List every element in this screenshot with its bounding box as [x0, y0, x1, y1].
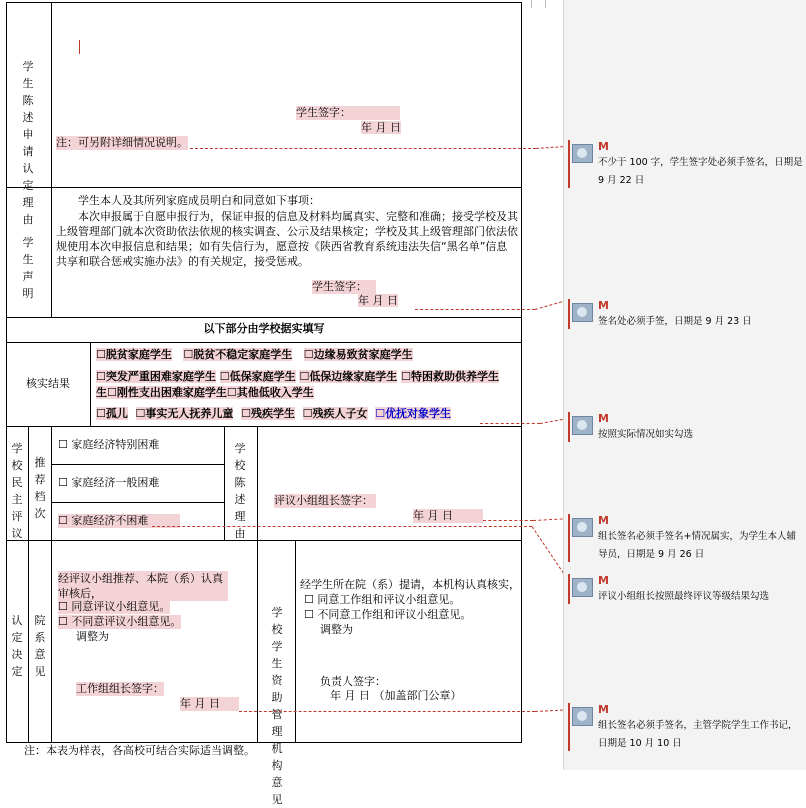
table-footnote: 注：本表为样表，各高校可结合实际适当调整。: [24, 744, 255, 757]
dept-option-disagree[interactable]: ☐ 不同意评议小组意见。: [58, 615, 182, 628]
comment-accent-bar: [568, 299, 570, 329]
comment-author: M: [598, 412, 609, 425]
col-divider: [28, 426, 29, 742]
comment-connector: [239, 711, 535, 712]
office-option-disagree[interactable]: ☐ 不同意工作组和评议小组意见。: [304, 608, 472, 621]
comment-card[interactable]: [568, 703, 803, 753]
comment-accent-bar: [568, 514, 570, 562]
comment-text: 组长签名必须手签名+情况属实，为学生本人辅导员，日期是 9 月 26 日: [598, 531, 796, 560]
checkbox-option[interactable]: ☐低保边缘家庭学生: [299, 370, 398, 383]
grade-divider: [51, 502, 225, 503]
table-border-bottom: [6, 742, 522, 743]
comment-card[interactable]: [568, 412, 803, 444]
verification-row2b: [96, 386, 314, 400]
declaration-date: 年 月 日: [358, 294, 398, 307]
avatar-icon: [572, 518, 593, 537]
declaration-section-label: 学生声明: [22, 236, 34, 300]
comment-card[interactable]: [568, 140, 803, 190]
dept-adjust: 调整为: [76, 630, 109, 643]
col-divider: [90, 342, 91, 426]
avatar-icon: [572, 144, 593, 163]
grade-option-not-difficult[interactable]: ☐ 家庭经济不困难: [58, 514, 180, 528]
comment-connector: [152, 526, 532, 527]
table-border-right: [521, 2, 522, 742]
dept-date: 年 月 日: [180, 697, 239, 711]
row-divider: [6, 187, 522, 188]
comment-author: M: [598, 574, 609, 587]
review-leader-signature: 评议小组组长签字：: [274, 494, 376, 508]
comment-card[interactable]: [568, 514, 803, 564]
comment-text: 组长签名必须手签名，主管学院学生工作书记，日期是 10 月 10 日: [598, 720, 798, 749]
checkbox-option[interactable]: ☐其他低收入学生: [226, 386, 314, 399]
checkbox-option[interactable]: ☐边缘易致贫家庭学生: [303, 348, 413, 361]
col-divider: [224, 426, 225, 540]
row-divider: [6, 342, 522, 343]
checkbox-option[interactable]: ☐刚性支出困难家庭学生: [107, 386, 227, 399]
declaration-paragraph: 本次申报属于自愿申报行为，保证申报的信息及材料均属真实、完整和准确；接受学校及其上级管理部门就本次资助依法依规的核实调查、公示及结果核定；学校及其上级管理部门依法依规使用本次申报信息和结果；如有失信行为，愿意按《陕西省教育系统违法失信“黑名单”信息共享和联合惩戒实施办法》的有关规定，接受惩戒。: [56, 210, 518, 268]
dept-opinion-label: 院系意见: [34, 614, 46, 678]
grade-label: 推荐档次: [34, 456, 46, 520]
office-date: 年 月 日 （加盖部门公章）: [330, 689, 462, 702]
table-border-top: [6, 2, 522, 3]
statement-note: 注：可另附详细情况说明。: [56, 136, 188, 149]
comment-connector: [480, 423, 540, 424]
statement-section-label: 学生陈述申请认定理由: [22, 60, 34, 226]
table-border-left: [6, 2, 7, 742]
checkbox-option[interactable]: ☐残疾人子女: [302, 407, 368, 420]
verification-row3: [96, 407, 451, 421]
col-divider: [51, 2, 52, 317]
declaration-signature-label: 学生签字：: [312, 280, 376, 294]
row-divider: [6, 426, 522, 427]
office-opinion-label: 学校学生资助管理机构意见: [271, 606, 283, 806]
comment-author: M: [598, 703, 609, 716]
democratic-review-label: 学校民主评议: [11, 442, 23, 540]
student-signature-label: 学生签字：: [296, 106, 400, 120]
checkbox-option[interactable]: ☐优抚对象学生: [375, 407, 452, 420]
dept-signature: 工作组组长签字：: [76, 682, 164, 695]
col-divider: [257, 426, 258, 742]
office-adjust: 调整为: [320, 623, 353, 636]
checkbox-option[interactable]: ☐特困救助供养学生: [401, 370, 500, 383]
verification-label: 核实结果: [26, 377, 70, 390]
declaration-line1: 学生本人及其所列家庭成员明白和同意如下事项：: [78, 194, 320, 207]
checkbox-option[interactable]: ☐残疾学生: [241, 407, 295, 420]
grade-option-special[interactable]: ☐ 家庭经济特别困难: [58, 438, 160, 451]
checkbox-option[interactable]: ☐脱贫家庭学生: [96, 348, 172, 361]
checkbox-option[interactable]: ☐低保家庭学生: [219, 370, 296, 383]
checkbox-option[interactable]: ☐孤儿: [96, 407, 128, 420]
row-divider: [6, 540, 522, 541]
verification-row1: [96, 348, 413, 362]
checkbox-option[interactable]: ☐脱贫不稳定家庭学生: [183, 348, 293, 361]
checkbox-option[interactable]: ☐事实无人抚养儿童: [135, 407, 234, 420]
verification-row2: [96, 370, 499, 384]
comment-accent-bar: [568, 140, 570, 188]
comments-pane: [563, 0, 806, 770]
school-fill-header: 以下部分由学校据实填写: [203, 322, 325, 335]
comment-connector: [483, 520, 533, 521]
comment-accent-bar: [568, 412, 570, 442]
comment-accent-bar: [568, 574, 570, 604]
dept-option-agree[interactable]: ☐ 同意评议小组意见。: [58, 600, 171, 613]
grade-divider: [51, 464, 225, 465]
avatar-icon: [572, 303, 593, 322]
comment-author: M: [598, 299, 609, 312]
office-option-agree[interactable]: ☐ 同意工作组和评议小组意见。: [304, 593, 461, 606]
comment-card[interactable]: [568, 574, 803, 606]
decision-label: 认定决定: [11, 614, 23, 678]
school-statement-label: 学校陈述理由: [234, 442, 246, 540]
comment-text: 按照实际情况如实勾选: [598, 429, 694, 440]
comment-accent-bar: [568, 703, 570, 751]
comment-connector: [190, 148, 536, 149]
avatar-icon: [572, 707, 593, 726]
checkbox-option[interactable]: ☐突发严重困难家庭学生: [96, 370, 216, 383]
text-cursor: [79, 40, 80, 54]
comment-text: 签名处必须手签，日期是 9 月 23 日: [598, 316, 752, 327]
office-signature: 负责人签字：: [320, 675, 386, 688]
comment-author: M: [598, 514, 609, 527]
statement-date: 年 月 日: [361, 121, 401, 134]
comment-text: 不少于 100 字，学生签字处必须手签名，日期是 9 月 22 日: [598, 157, 803, 186]
page-edge-mark: [545, 0, 546, 8]
dept-intro: 经评议小组推荐、本院（系）认真审核后，: [58, 571, 228, 601]
avatar-icon: [572, 416, 593, 435]
comment-card[interactable]: [568, 299, 803, 331]
grade-option-general[interactable]: ☐ 家庭经济一般困难: [58, 476, 160, 489]
comment-text: 评议小组组长按照最终评议等级结果勾选: [598, 591, 770, 602]
page-edge-mark: [531, 0, 532, 8]
wrap-prefix: 生: [96, 386, 107, 399]
row-divider: [6, 317, 522, 318]
comment-author: M: [598, 140, 609, 153]
col-divider: [51, 426, 52, 742]
avatar-icon: [572, 578, 593, 597]
office-intro: 经学生所在院（系）提请，本机构认真核实，: [300, 578, 520, 591]
comment-connector: [415, 309, 535, 310]
review-date: 年 月 日: [413, 509, 483, 523]
